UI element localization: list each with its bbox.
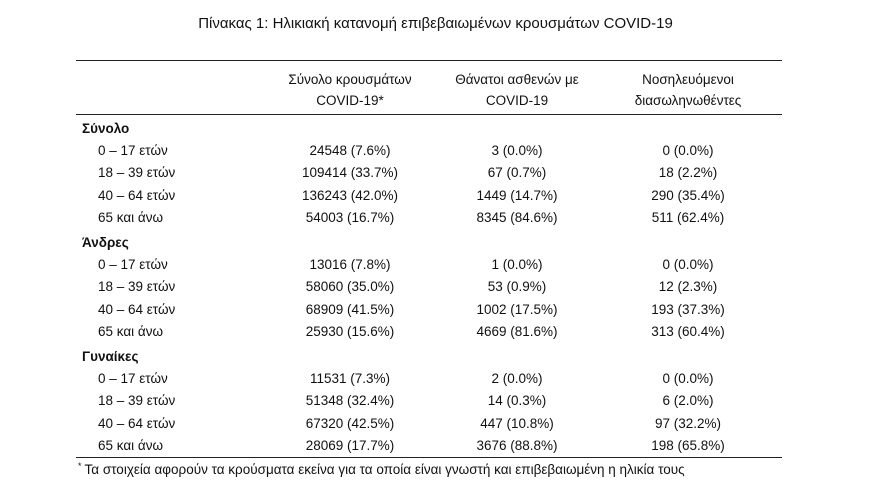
intubated-cell: 290 (35.4%) [651,187,725,203]
age-group-cell: 18 – 39 ετών [98,279,176,295]
deaths-cell: 1 (0.0%) [491,257,543,273]
group-label: Γυναίκες [82,349,139,364]
table-title: Πίνακας 1: Ηλικιακή κατανομή επιβεβαιωμένων κρουσμάτων COVID-19 [198,15,673,32]
intubated-cell: 12 (2.3%) [658,279,718,295]
intubated-cell: 0 (0.0%) [662,257,714,273]
intubated-cell: 313 (60.4%) [651,323,725,339]
total-cases-cell: 58060 (35.0%) [305,279,395,295]
age-group-cell: 65 και άνω [98,209,164,225]
total-cases-cell: 109414 (33.7%) [301,165,399,181]
intubated-cell: 198 (65.8%) [651,437,725,453]
group-label: Σύνολο [82,121,130,136]
intubated-cell: 511 (62.4%) [651,209,725,225]
deaths-cell: 2 (0.0%) [491,371,543,387]
deaths-cell: 3 (0.0%) [491,143,543,159]
table-top-rule [76,60,782,61]
header-total-cases-line1: Σύνολο κρουσμάτων [288,72,412,87]
group-label: Άνδρες [82,235,129,250]
table-bottom-rule [76,457,782,458]
intubated-cell: 0 (0.0%) [662,371,714,387]
age-group-cell: 0 – 17 ετών [98,257,168,273]
intubated-cell: 97 (32.2%) [654,415,722,431]
total-cases-cell: 25930 (15.6%) [305,323,395,339]
deaths-cell: 1449 (14.7%) [476,187,558,203]
footnote-marker: * [78,461,82,471]
deaths-cell: 14 (0.3%) [487,393,547,409]
header-deaths-line1: Θάνατοι ασθενών με [455,72,579,87]
age-group-cell: 65 και άνω [98,323,164,339]
intubated-cell: 193 (37.3%) [651,301,725,317]
intubated-cell: 0 (0.0%) [662,143,714,159]
header-bottom-rule [76,114,782,115]
total-cases-cell: 24548 (7.6%) [309,143,391,159]
age-group-cell: 40 – 64 ετών [98,415,176,431]
deaths-cell: 53 (0.9%) [487,279,547,295]
total-cases-cell: 11531 (7.3%) [309,371,391,387]
deaths-cell: 67 (0.7%) [487,165,547,181]
age-group-cell: 0 – 17 ετών [98,371,168,387]
header-intubated-line1: Νοσηλευόμενοι [642,72,734,87]
total-cases-cell: 54003 (16.7%) [305,209,395,225]
age-group-cell: 65 και άνω [98,437,164,453]
age-group-cell: 0 – 17 ετών [98,143,168,159]
age-group-cell: 18 – 39 ετών [98,165,176,181]
intubated-cell: 6 (2.0%) [662,393,714,409]
header-deaths-line2: COVID-19 [485,93,549,108]
header-intubated [598,69,778,111]
deaths-cell: 8345 (84.6%) [476,209,558,225]
deaths-cell: 1002 (17.5%) [476,301,558,317]
deaths-cell: 447 (10.8%) [480,415,554,431]
total-cases-cell: 51348 (32.4%) [305,393,395,409]
total-cases-cell: 67320 (42.5%) [305,415,395,431]
footnote-text: Τα στοιχεία αφορούν τα κρούσματα εκείνα για τα οποία είναι γνωστή και επιβεβαιωμένη η ηλικία τους [84,462,685,477]
deaths-cell: 4669 (81.6%) [476,323,558,339]
age-group-cell: 40 – 64 ετών [98,301,176,317]
deaths-cell: 3676 (88.8%) [476,437,558,453]
header-total-cases-line2: COVID-19* [316,93,384,108]
intubated-cell: 18 (2.2%) [658,165,718,181]
footnote [78,461,685,477]
header-intubated-line2: διασωληνωθέντες [634,93,742,108]
age-group-cell: 40 – 64 ετών [98,187,176,203]
total-cases-cell: 13016 (7.8%) [309,257,391,273]
total-cases-cell: 28069 (17.7%) [305,437,395,453]
total-cases-cell: 136243 (42.0%) [301,187,399,203]
age-group-cell: 18 – 39 ετών [98,393,176,409]
total-cases-cell: 68909 (41.5%) [305,301,395,317]
header-deaths [412,69,622,111]
